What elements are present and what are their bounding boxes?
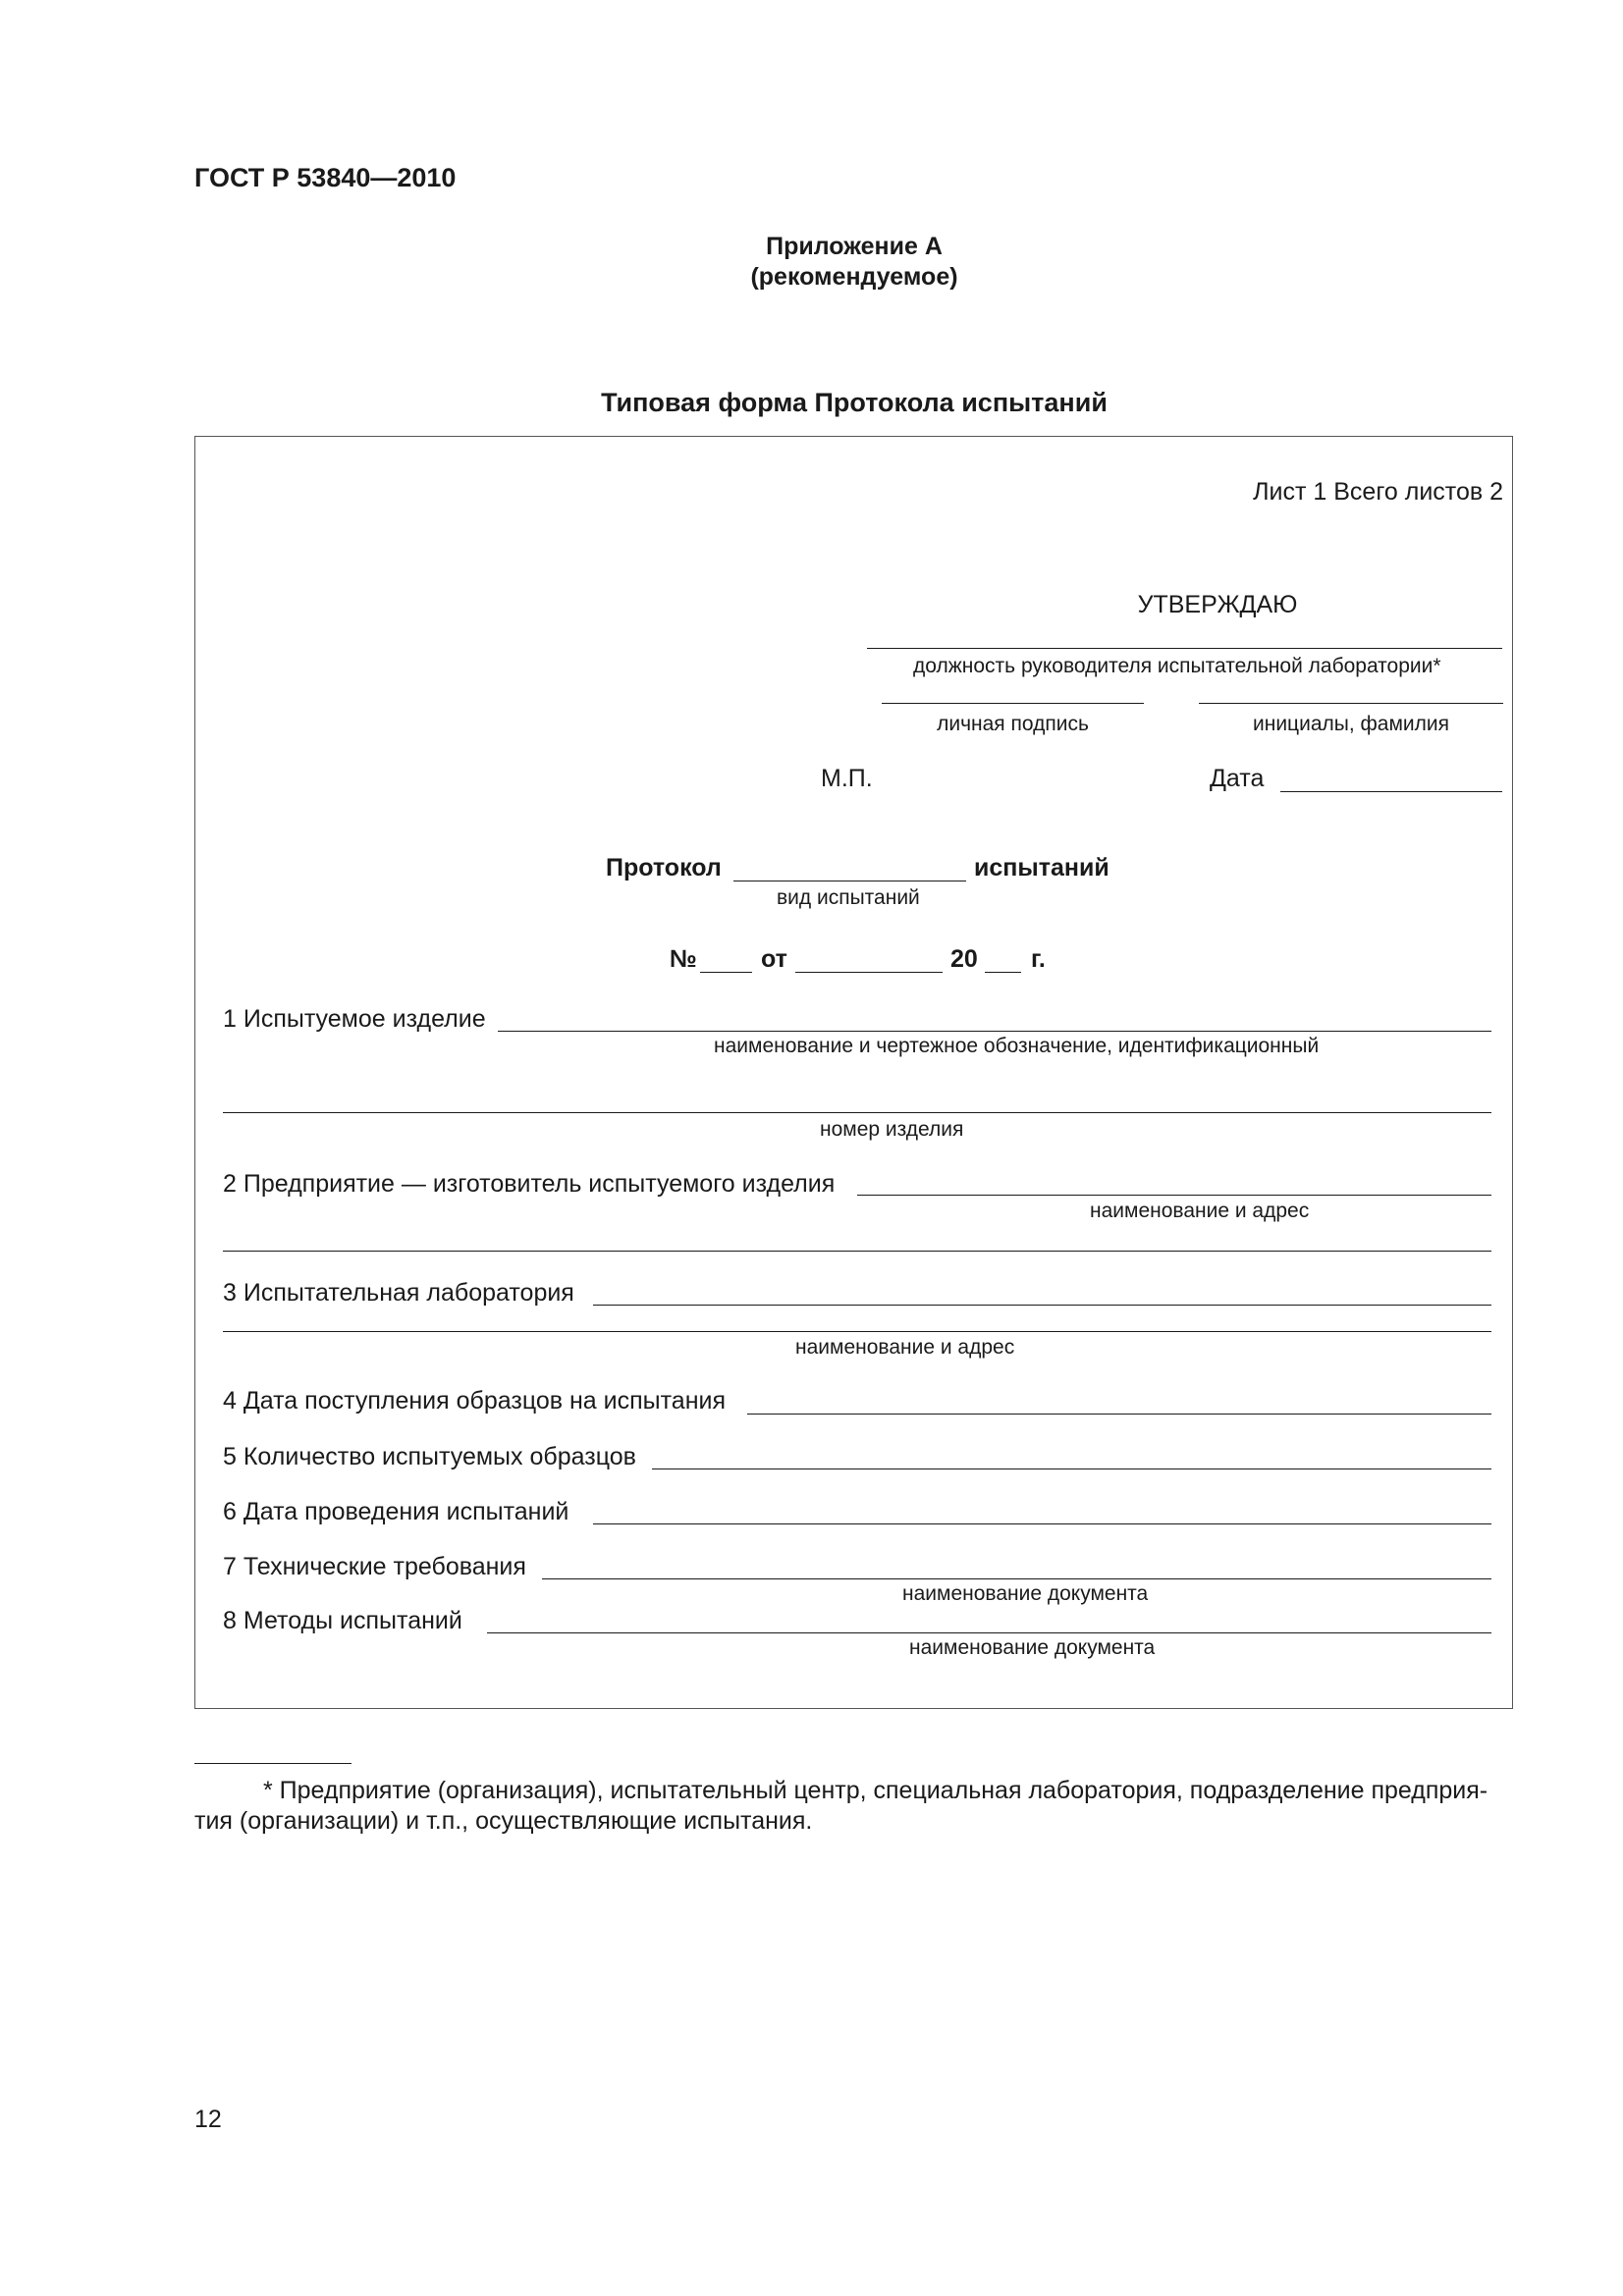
field-2-label: 2 Предприятие — изготовитель испытуемого изделия bbox=[223, 1170, 836, 1198]
field-7-label: 7 Технические требования bbox=[223, 1553, 526, 1580]
field-8-line[interactable] bbox=[487, 1632, 1491, 1633]
field-4-label: 4 Дата поступления образцов на испытания bbox=[223, 1387, 726, 1415]
protocol-year-line[interactable] bbox=[985, 972, 1021, 973]
year-suffix: г. bbox=[1031, 945, 1046, 973]
field-8-label: 8 Методы испытаний bbox=[223, 1607, 462, 1634]
position-field-line[interactable] bbox=[867, 648, 1502, 649]
appendix-kind: (рекомендуемое) bbox=[750, 263, 958, 291]
field-3-line[interactable] bbox=[593, 1305, 1491, 1306]
protocol-number-line[interactable] bbox=[700, 972, 752, 973]
signature-field-line[interactable] bbox=[882, 703, 1144, 704]
field-3-caption: наименование и адрес bbox=[795, 1336, 1015, 1359]
field-7-caption: наименование документа bbox=[902, 1582, 1149, 1605]
page-number: 12 bbox=[194, 2106, 222, 2133]
footnote-line-2: тия (организации) и т.п., осуществляющие испытания. bbox=[194, 1807, 813, 1835]
field-1-caption: наименование и чертежное обозначение, идентификационный bbox=[714, 1035, 1320, 1057]
stamp-label: М.П. bbox=[821, 765, 873, 792]
field-3-line-2[interactable] bbox=[223, 1331, 1491, 1332]
field-1-line[interactable] bbox=[498, 1031, 1491, 1032]
appendix-title: Приложение А bbox=[766, 233, 943, 260]
footnote-separator bbox=[194, 1763, 352, 1764]
field-5-line[interactable] bbox=[652, 1468, 1491, 1469]
from-word: от bbox=[761, 945, 787, 973]
sheet-counter: Лист 1 Всего листов 2 bbox=[1253, 478, 1503, 506]
form-title: Типовая форма Протокола испытаний bbox=[601, 388, 1108, 417]
date-label: Дата bbox=[1210, 765, 1265, 792]
year-prefix: 20 bbox=[950, 945, 978, 973]
field-6-label: 6 Дата проведения испытаний bbox=[223, 1498, 569, 1525]
name-caption: инициалы, фамилия bbox=[1253, 713, 1449, 735]
approval-date-line[interactable] bbox=[1280, 791, 1502, 792]
field-2-line[interactable] bbox=[857, 1195, 1491, 1196]
number-sign: № bbox=[670, 945, 697, 973]
field-2-line-2[interactable] bbox=[223, 1251, 1491, 1252]
field-1-caption-2: номер изделия bbox=[820, 1118, 964, 1141]
tests-word: испытаний bbox=[974, 854, 1109, 881]
position-caption: должность руководителя испытательной лаборатории* bbox=[913, 655, 1441, 677]
test-type-caption: вид испытаний bbox=[777, 886, 920, 909]
document-code: ГОСТ Р 53840—2010 bbox=[194, 163, 457, 192]
field-1-line-2[interactable] bbox=[223, 1112, 1491, 1113]
field-1-label: 1 Испытуемое изделие bbox=[223, 1005, 486, 1033]
field-8-caption: наименование документа bbox=[909, 1636, 1156, 1659]
field-2-caption: наименование и адрес bbox=[1090, 1200, 1310, 1222]
protocol-date-line[interactable] bbox=[795, 972, 943, 973]
field-5-label: 5 Количество испытуемых образцов bbox=[223, 1443, 636, 1470]
protocol-word: Протокол bbox=[606, 854, 722, 881]
name-field-line[interactable] bbox=[1199, 703, 1503, 704]
field-6-line[interactable] bbox=[593, 1523, 1491, 1524]
field-4-line[interactable] bbox=[747, 1414, 1491, 1415]
footnote-line-1: * Предприятие (организация), испытательный центр, специальная лаборатория, подразделение предприя- bbox=[263, 1777, 1488, 1804]
signature-caption: личная подпись bbox=[937, 713, 1089, 735]
field-3-label: 3 Испытательная лаборатория bbox=[223, 1279, 574, 1307]
field-7-line[interactable] bbox=[542, 1578, 1491, 1579]
approve-label: УТВЕРЖДАЮ bbox=[1137, 591, 1298, 618]
